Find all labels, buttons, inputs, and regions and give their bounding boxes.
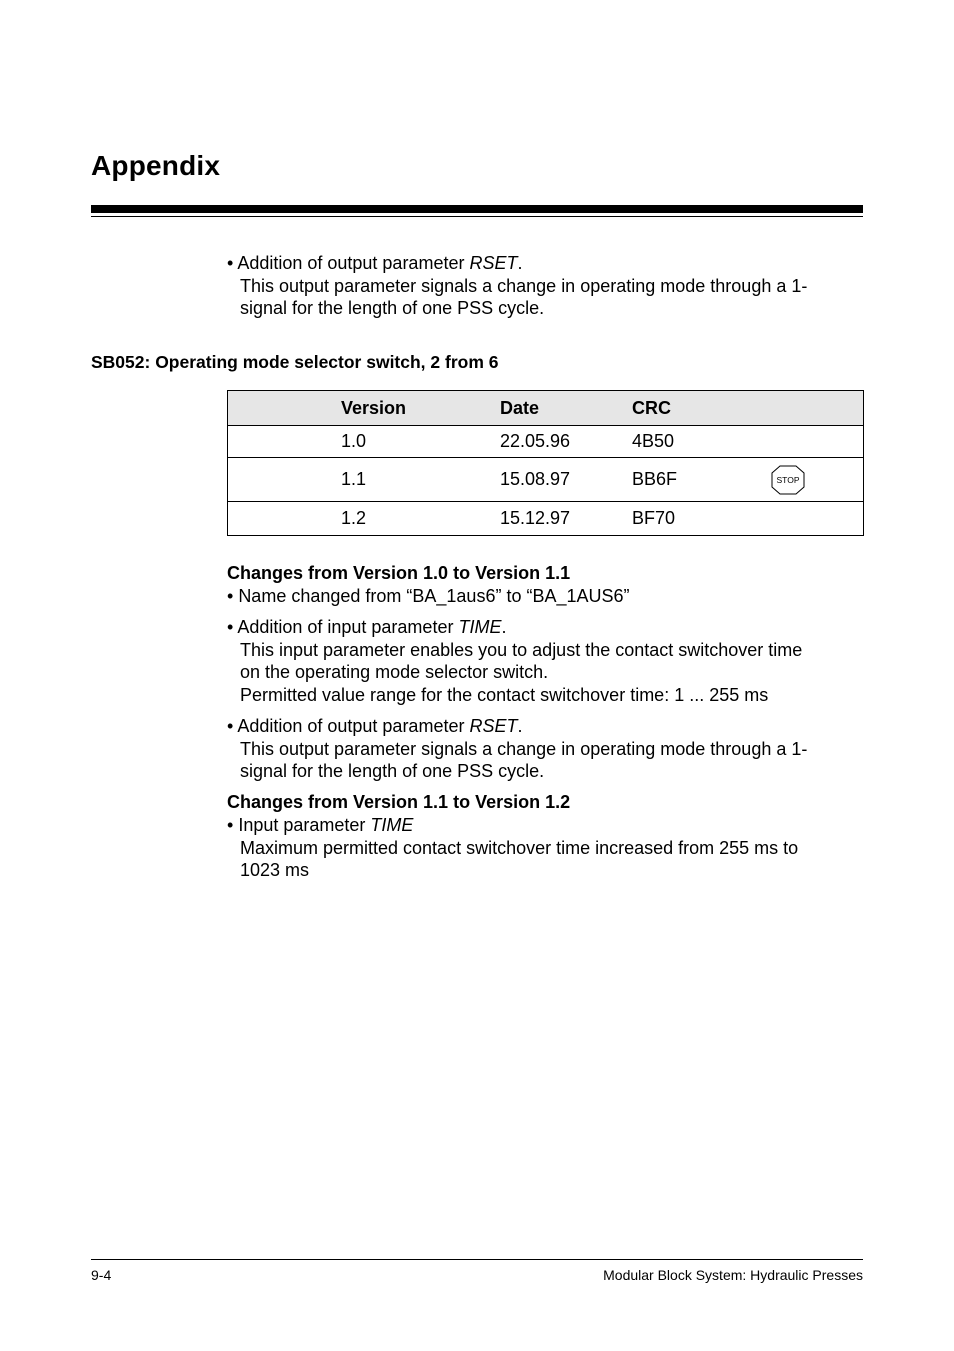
bullet-suffix: . [517,716,523,736]
bullet-suffix: . [517,253,523,273]
table-row [228,502,864,536]
table-row [228,458,864,502]
document-title: Modular Block System: Hydraulic Presses [603,1267,863,1283]
cell-crc: BB6F [632,458,771,502]
param-name: RSET [469,253,518,273]
cell-version: 1.2 [341,502,500,536]
changes-heading: Changes from Version 1.1 to Version 1.2 [227,792,571,812]
stop-icon [771,465,805,495]
title-rule-thin [91,216,863,217]
bullet-prefix: Addition of input parameter [237,617,459,637]
bullet-line: This output parameter signals a change in operating mode through a 1- [240,738,808,759]
change-bullet [227,616,857,706]
bullet-line: This output parameter signals a change in operating mode through a 1- [240,275,808,296]
cell-version: 1.1 [341,458,500,502]
bullet-marker: • [227,586,239,606]
bullet-marker: • [227,815,239,835]
bullet-line: Maximum permitted contact switchover time increased from 255 ms to [240,837,799,858]
bullet-prefix: Addition of output parameter [237,716,470,736]
cell-crc: 4B50 [632,426,771,458]
bullet-line: on the operating mode selector switch. [240,662,549,682]
version-table [227,390,864,536]
bullet-marker: • [227,716,238,736]
change-bullet [227,814,857,882]
intro-bullet [227,252,857,320]
param-name: RSET [469,716,518,736]
change-bullet [227,715,857,783]
column-header-version: Version [341,391,500,426]
bullet-line: Permitted value range for the contact switchover time: 1 ... 255 ms [240,684,769,705]
column-header-crc: CRC [632,391,771,426]
cell-crc: BF70 [632,502,771,536]
bullet-suffix: . [501,617,507,637]
bullet-line: signal for the length of one PSS cycle. [240,298,545,318]
table-row [228,426,864,458]
cell-date: 15.08.97 [500,458,632,502]
title-rule-thick [91,205,863,213]
change-bullet [227,585,857,608]
cell-date: 22.05.96 [500,426,632,458]
page-title: Appendix [91,150,221,181]
param-name: TIME [458,617,502,637]
changes-heading: Changes from Version 1.0 to Version 1.1 [227,563,571,583]
column-header-date: Date [500,391,632,426]
page-number: 9-4 [91,1267,112,1283]
bullet-marker: • [227,617,238,637]
cell-version: 1.0 [341,426,500,458]
section-heading: SB052: Operating mode selector switch, 2 from 6 [91,352,499,372]
bullet-prefix: Addition of output parameter [237,253,470,273]
bullet-marker: • [227,253,238,273]
bullet-line: This input parameter enables you to adjust the contact switchover time [240,639,803,660]
footer-rule [91,1259,863,1260]
bullet-line: 1023 ms [240,860,310,880]
table-header-row [228,391,864,426]
cell-date: 15.12.97 [500,502,632,536]
bullet-text: Name changed from “BA_1aus6” to “BA_1AUS6” [238,586,630,606]
bullet-line: signal for the length of one PSS cycle. [240,761,545,781]
param-name: TIME [370,815,414,835]
bullet-prefix: Input parameter [238,815,371,835]
stop-icon-label: STOP [776,474,800,485]
